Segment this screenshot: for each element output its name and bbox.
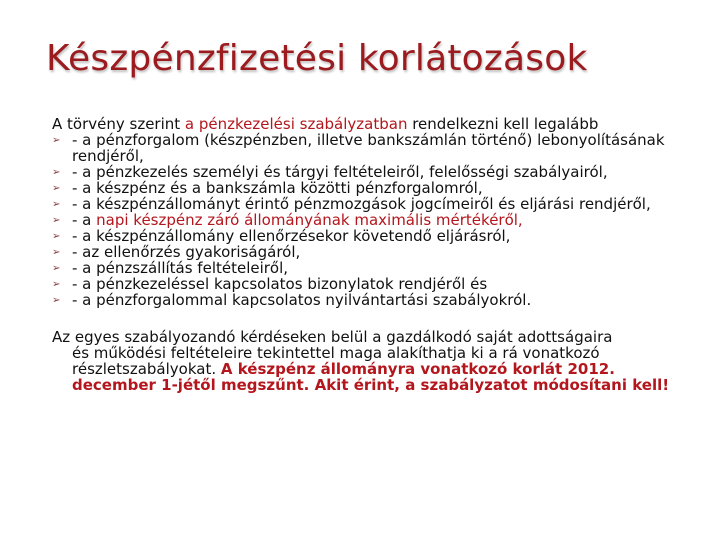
list-item xyxy=(52,180,682,196)
intro-line xyxy=(52,116,682,132)
list-item xyxy=(52,132,682,164)
slide-content xyxy=(52,116,682,393)
list-item-text: - a készpénz és a bankszámla közötti pénzforgalomról, xyxy=(72,179,483,197)
list-item xyxy=(52,228,682,244)
list-item-text: - a pénzforgalommal kapcsolatos nyilvántartási szabályokról. xyxy=(72,291,532,309)
requirements-list xyxy=(52,132,682,308)
closing-plain: és működési feltételeire tekintettel maga alakíthatja ki a rá vonatkozó részletszabályokat. xyxy=(72,344,600,378)
arrow-bullet-icon: ➢ xyxy=(52,247,61,258)
arrow-bullet-icon: ➢ xyxy=(52,135,61,146)
list-item xyxy=(52,164,682,180)
closing-continuation xyxy=(52,345,682,393)
list-item xyxy=(52,244,682,260)
list-item-text: - a pénzforgalom (készpénzben, illetve bankszámlán történő) lebonyolításának rendjéről, xyxy=(72,131,665,165)
arrow-bullet-icon: ➢ xyxy=(52,167,61,178)
slide-title: Készpénzfizetési korlátozások xyxy=(46,38,588,79)
list-item-highlight: napi készpénz záró állományának maximális mértékéről, xyxy=(96,211,523,229)
arrow-bullet-icon: ➢ xyxy=(52,295,61,306)
list-item-text: - a készpénzállomány ellenőrzésekor követendő eljárásról, xyxy=(72,227,511,245)
list-item-text: - az ellenőrzés gyakoriságáról, xyxy=(72,243,301,261)
arrow-bullet-icon: ➢ xyxy=(52,183,61,194)
list-item-text: - a készpénzállományt érintő pénzmozgások jogcímeiről és eljárási rendjéről, xyxy=(72,195,651,213)
list-item xyxy=(52,260,682,276)
closing-line-1: Az egyes szabályozandó kérdéseken belül a gazdálkodó saját adottságaira xyxy=(52,328,613,346)
list-item xyxy=(52,276,682,292)
arrow-bullet-icon: ➢ xyxy=(52,215,61,226)
intro-rest: rendelkezni kell legalább xyxy=(407,115,599,133)
intro-highlight: a pénzkezelési szabályzatban xyxy=(184,115,408,133)
intro-plain: A törvény szerint xyxy=(52,115,185,133)
list-item-text: - a pénzszállítás feltételeiről, xyxy=(72,259,289,277)
list-item-text: - a pénzkezelés személyi és tárgyi feltételeiről, felelősségi szabályairól, xyxy=(72,163,608,181)
list-item xyxy=(52,212,682,228)
list-item-text: - a pénzkezeléssel kapcsolatos bizonylatok rendjéről és xyxy=(72,275,488,293)
closing-highlight: A készpénz állományra vonatkozó korlát 2012. december 1-jétől megszűnt. Akit érint, a szabályzatot módosítani kell! xyxy=(72,360,670,394)
closing-paragraph xyxy=(52,329,682,393)
list-item-text: - a xyxy=(72,211,97,229)
arrow-bullet-icon: ➢ xyxy=(52,199,61,210)
arrow-bullet-icon: ➢ xyxy=(52,279,61,290)
list-item xyxy=(52,196,682,212)
list-item xyxy=(52,292,682,308)
arrow-bullet-icon: ➢ xyxy=(52,263,61,274)
arrow-bullet-icon: ➢ xyxy=(52,231,61,242)
